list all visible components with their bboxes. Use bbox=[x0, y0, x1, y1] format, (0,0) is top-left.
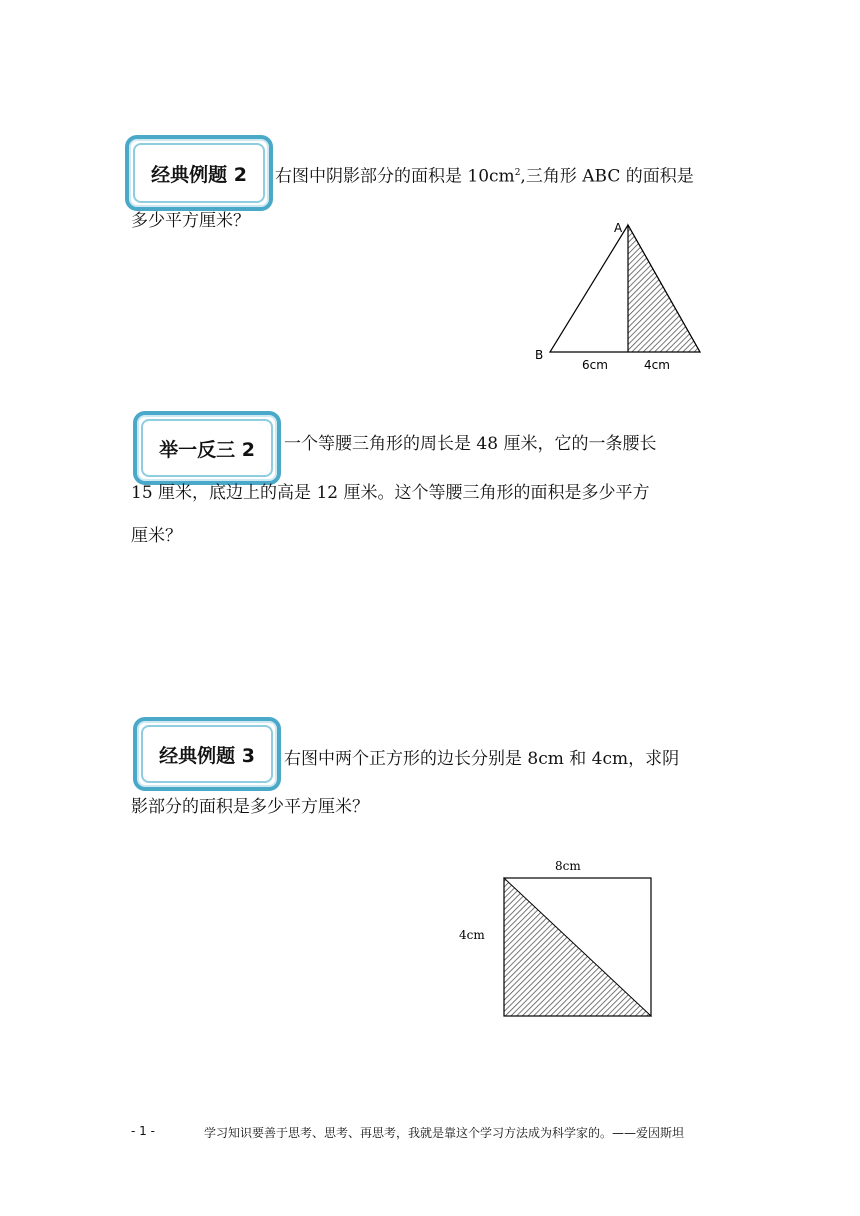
side-length-label: 4cm bbox=[459, 928, 485, 942]
example-3-label bbox=[133, 717, 281, 791]
top-length-label: 8cm bbox=[555, 859, 581, 873]
squares-figure bbox=[450, 850, 670, 1030]
vertex-a-label: A bbox=[614, 221, 623, 235]
page-number: - 1 - bbox=[131, 1124, 155, 1138]
example-2-question-line1: 右图中阴影部分的面积是 $10cm^2$,三角形 ABC 的面积是 bbox=[275, 166, 694, 187]
example-3-label-text: 经典例题 3 bbox=[159, 744, 255, 767]
example-2-question-line2: 多少平方厘米？ bbox=[131, 211, 250, 231]
shaded-triangle bbox=[504, 878, 651, 1016]
practice-2-question-line3: 厘米？ bbox=[131, 526, 182, 546]
footer-quote: 学习知识要善于思考、思考、再思考，我就是靠这个学习方法成为科学家的。——爱因斯坦 bbox=[204, 1126, 685, 1140]
practice-2-question-line1: 一个等腰三角形的周长是 48 厘米，它的一条腰长 bbox=[284, 434, 657, 454]
triangle-abc-figure bbox=[525, 215, 715, 380]
example-3-question-line1: 右图中两个正方形的边长分别是 8cm 和 4cm，求阴 bbox=[284, 749, 680, 769]
vertex-b-label: B bbox=[535, 348, 544, 362]
right-segment-label: 4cm bbox=[644, 358, 670, 372]
example-3-question-line2: 影部分的面积是多少平方厘米？ bbox=[131, 797, 369, 817]
example-2-label-text: 经典例题 2 bbox=[151, 163, 247, 186]
left-segment-label: 6cm bbox=[582, 358, 608, 372]
practice-2-label-text: 举一反三 2 bbox=[159, 438, 255, 461]
practice-2-question-line2: 15 厘米，底边上的高是 12 厘米。这个等腰三角形的面积是多少平方 bbox=[131, 483, 650, 503]
